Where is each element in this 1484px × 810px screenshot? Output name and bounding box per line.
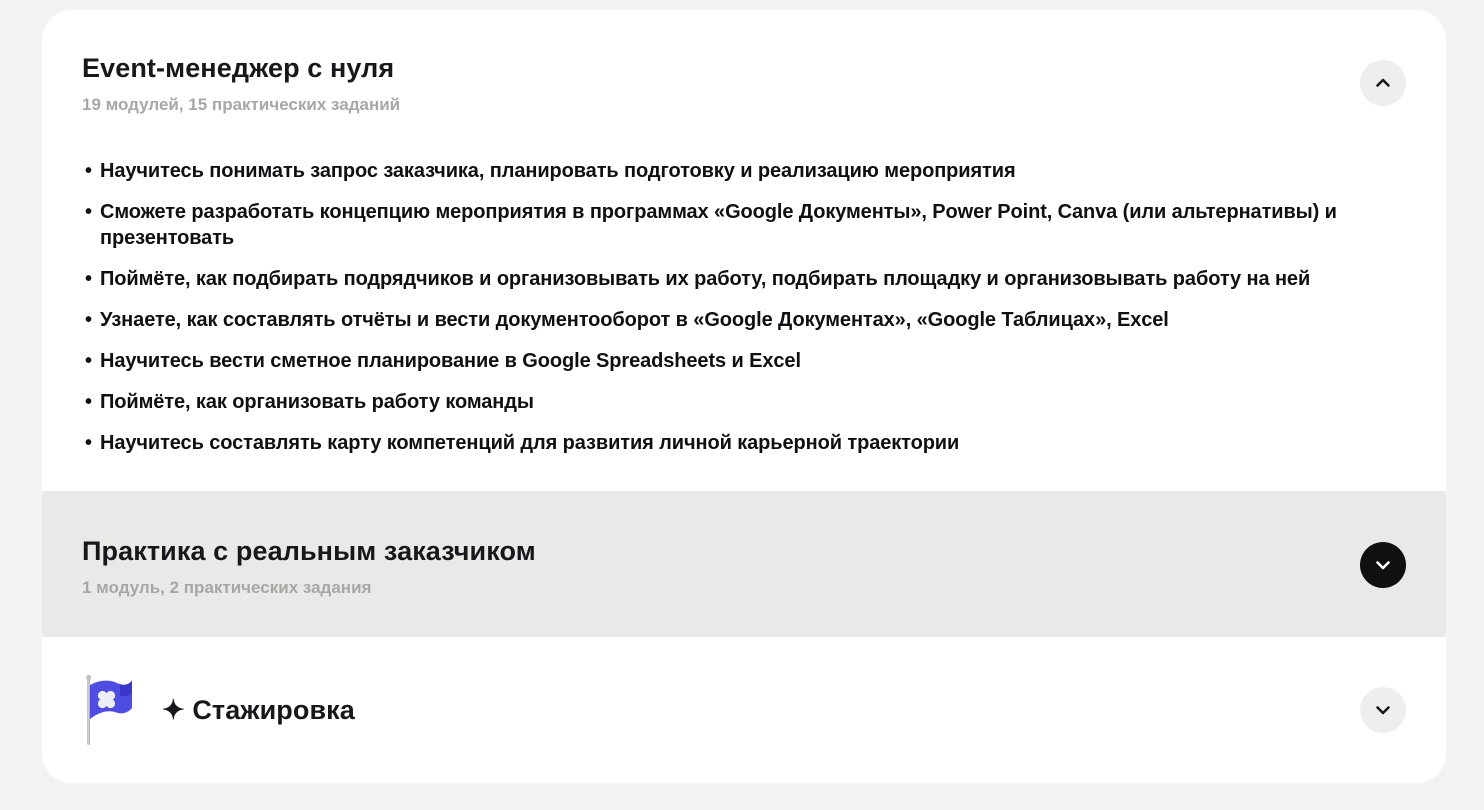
- accordion-section-internship[interactable]: [42, 637, 1446, 783]
- list-item: • Узнаете, как составлять отчёты и вести документооборот в «Google Документах», «Google Таблицах», Excel: [82, 307, 1394, 333]
- section-practice-header[interactable]: [82, 535, 1406, 598]
- section-course-header[interactable]: [82, 52, 1406, 115]
- section-subtitle: 19 модулей, 15 практических заданий: [82, 95, 401, 114]
- list-item: • Поймёте, как организовать работу команды: [82, 389, 1394, 415]
- section-practice-titles: [82, 535, 536, 598]
- section-course-titles: [82, 52, 400, 115]
- accordion-section-course: [42, 10, 1446, 491]
- expand-section-button[interactable]: [1360, 687, 1406, 733]
- list-item: • Поймёте, как подбирать подрядчиков и организовывать их работу, подбирать площадку и организовывать работу на ней: [82, 266, 1394, 292]
- section-title: Практика с реальным заказчиком: [82, 536, 536, 566]
- accordion-section-practice: [42, 491, 1446, 637]
- list-item: • Научитесь понимать запрос заказчика, планировать подготовку и реализацию мероприятия: [82, 158, 1394, 184]
- expand-section-button[interactable]: [1360, 542, 1406, 588]
- section-title: Event-менеджер с нуля: [82, 53, 395, 83]
- course-program-card: [42, 10, 1446, 783]
- chevron-down-icon: [1373, 700, 1393, 720]
- list-item: • Сможете разработать концепцию мероприятия в программах «Google Документы», Power Point, Canva (или альтернативы) и презентовать: [82, 199, 1394, 251]
- flag-icon: [82, 672, 134, 748]
- list-item: • Научитесь вести сметное планирование в Google Spreadsheets и Excel: [82, 348, 1394, 374]
- course-outcomes-list: [82, 158, 1406, 456]
- list-item: • Научитесь составлять карту компетенций для развития личной карьерной траектории: [82, 430, 1394, 456]
- section-title: ✦ Стажировка: [162, 694, 355, 725]
- collapse-section-button[interactable]: [1360, 60, 1406, 106]
- chevron-down-icon: [1373, 555, 1393, 575]
- section-subtitle: 1 модуль, 2 практических задания: [82, 578, 372, 597]
- chevron-up-icon: [1373, 73, 1393, 93]
